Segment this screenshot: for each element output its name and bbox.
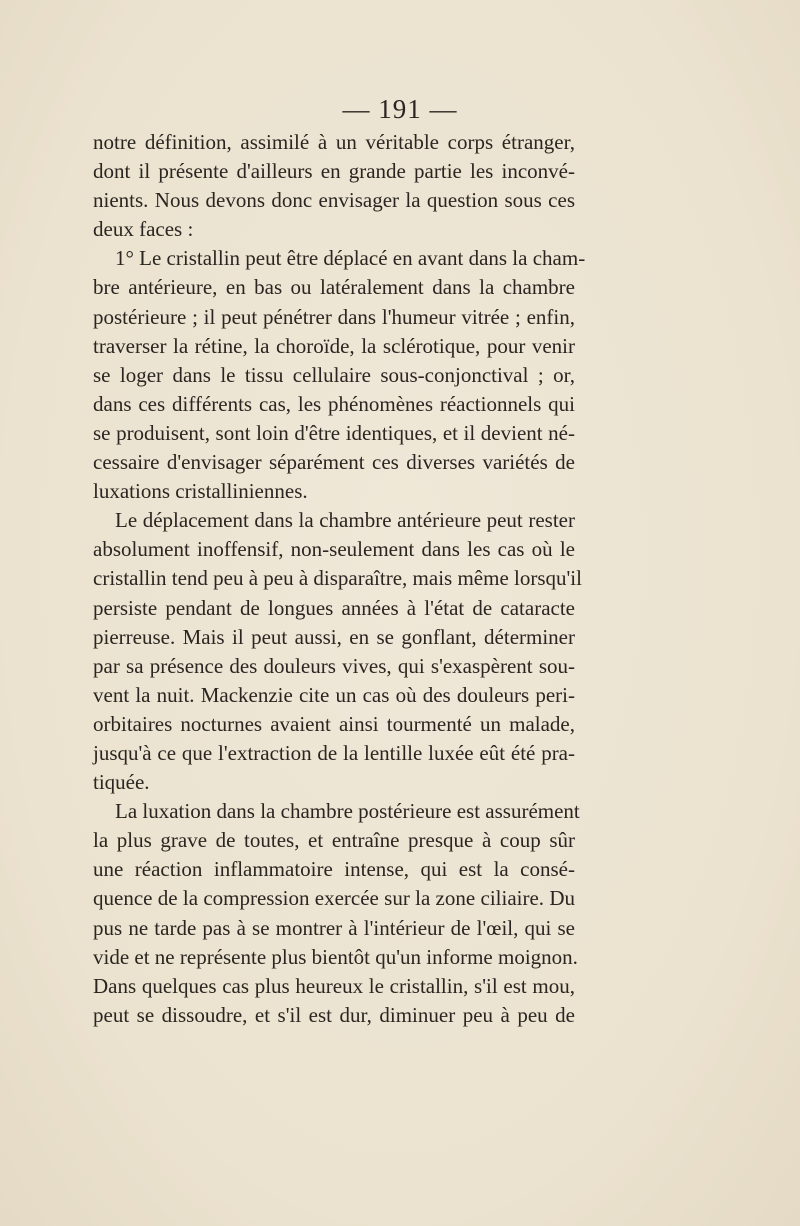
text-line: par sa présence des douleurs vives, qui s'exaspèrent sou- [93,653,575,678]
text-line: se produisent, sont loin d'être identiques, et il devient né- [93,420,575,445]
text-line: une réaction inflammatoire intense, qui est la consé- [93,857,575,882]
text-line: quence de la compression exercée sur la zone ciliaire. Du [93,886,575,911]
text-line: persiste pendant de longues années à l'état de cataracte [93,595,575,620]
text-line: Dans quelques cas plus heureux le cristallin, s'il est mou, [93,973,575,998]
text-line: orbitaires nocturnes avaient ainsi tourmenté un malade, [93,711,575,736]
text-line: cristallin tend peu à peu à disparaître, mais même lorsqu'il [93,566,582,591]
body-text [93,128,586,1030]
text-line: la plus grave de toutes, et entraîne presque à coup sûr [93,828,575,853]
text-line: 1° Le cristallin peut être déplacé en avant dans la cham- [115,246,586,271]
text-line: dont il présente d'ailleurs en grande partie les inconvé- [93,159,575,184]
text-line: pus ne tarde pas à se montrer à l'intérieur de l'œil, qui se [93,915,575,940]
text-line: dans ces différents cas, les phénomènes réactionnels qui [93,391,575,416]
text-line: La luxation dans la chambre postérieure est assurément [115,799,580,824]
text-line: Le déplacement dans la chambre antérieure peut rester [115,508,575,533]
text-line: absolument inoffensif, non-seulement dans les cas où le [93,537,575,562]
text-line: cessaire d'envisager séparément ces diverses variétés de [93,450,575,475]
text-line: vent la nuit. Mackenzie cite un cas où des douleurs peri- [93,682,575,707]
text-line: deux faces : [93,217,194,242]
text-line: notre définition, assimilé à un véritable corps étranger, [93,130,575,154]
text-line: traverser la rétine, la choroïde, la sclérotique, pour venir [93,333,575,358]
text-line: luxations cristalliniennes. [93,479,308,504]
text-line: nients. Nous devons donc envisager la question sous ces [93,188,575,213]
text-line: pierreuse. Mais il peut aussi, en se gonflant, déterminer [93,624,575,649]
text-line: vide et ne représente plus bientôt qu'un informe moignon. [93,944,578,969]
text-line: postérieure ; il peut pénétrer dans l'humeur vitrée ; enfin, [93,304,575,329]
text-line: peut se dissoudre, et s'il est dur, diminuer peu à peu de [93,1002,575,1027]
text-line: se loger dans le tissu cellulaire sous-conjonctival ; or, [93,362,575,387]
text-line: jusqu'à ce que l'extraction de la lentille luxée eût été pra- [93,740,575,765]
text-line: tiquée. [93,770,150,795]
page-number: — 191 — [342,94,458,124]
text-line: bre antérieure, en bas ou latéralement dans la chambre [93,275,575,300]
